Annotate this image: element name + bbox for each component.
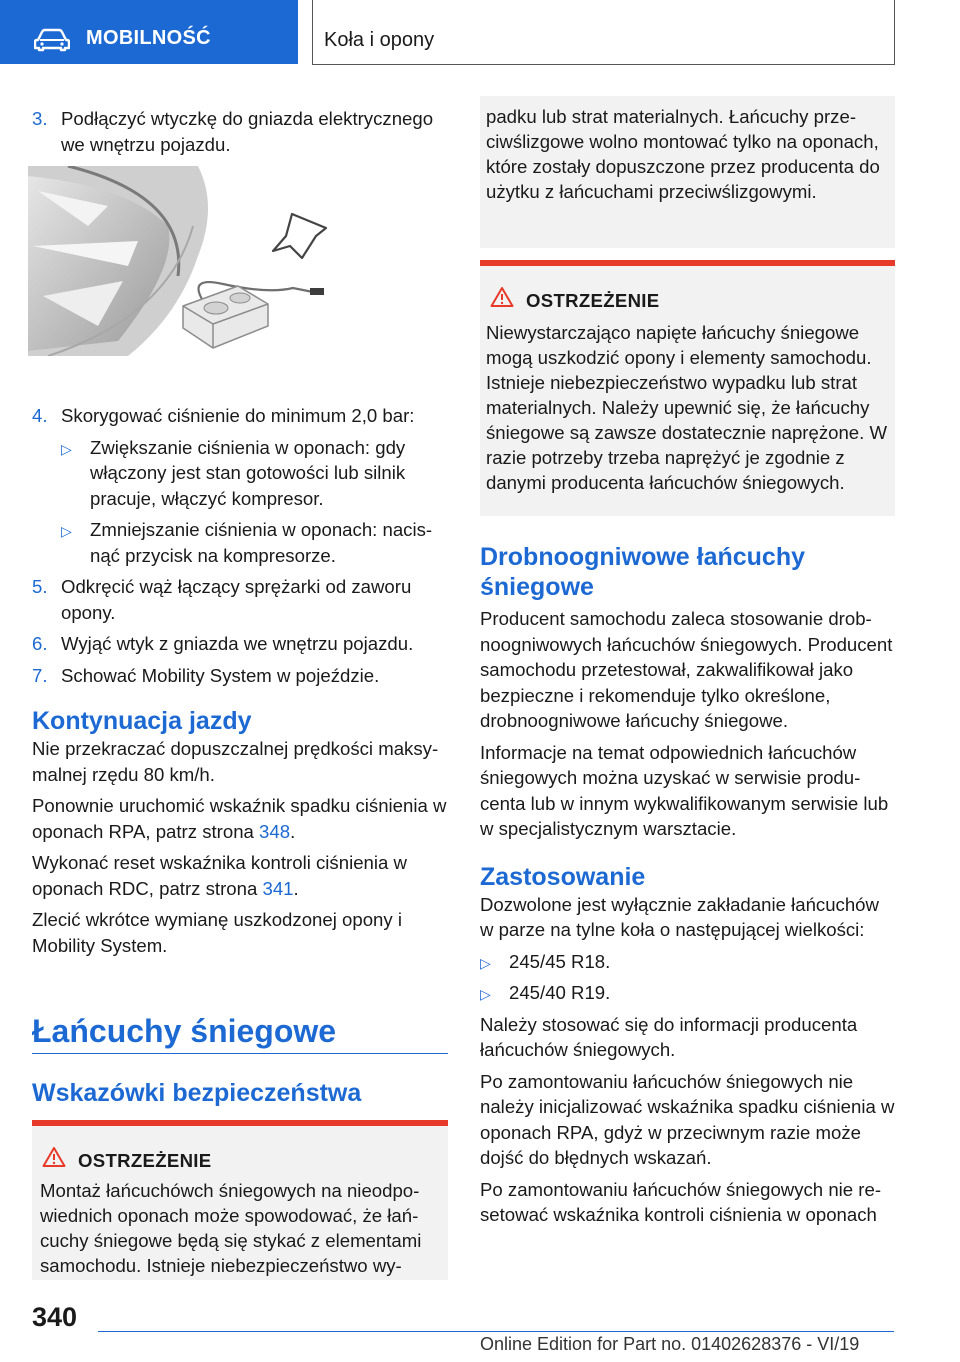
step-text: Schować Mobility System w pojeździe. [61, 664, 380, 686]
text: . [293, 877, 299, 899]
footer-rule [98, 1331, 894, 1332]
paragraph: Po zamontowaniu łańcuchów śniegowych nie resetować wskaźnika kontroli ciśnienia w oponach [480, 1178, 882, 1225]
paragraph: Nie przekraczać dopuszczalnej prędkości maksymalnej rzędu 80 km/h. [32, 738, 439, 785]
header-underline [312, 64, 895, 65]
left-column-steps [32, 403, 448, 958]
paragraph: Po zamontowaniu łańcuchów śniegowych nie należy inicjalizować wskaźnika spadku ciśnienia w oponach RPA, gdyż w przeciwnym razie może dojść do błędnych wskazań. [480, 1070, 895, 1168]
heading-safety: Wskazówki bezpieczeństwa [32, 1079, 362, 1107]
section-label: MOBILNOŚĆ [86, 27, 211, 49]
step-text: Podłączyć wtyczkę do gniazda elektrycznego we wnętrzu pojazdu. [61, 108, 434, 155]
heading-drobnoogniwowe: Drobnoogniwowe łańcuchy śniegowe [480, 543, 806, 601]
paragraph: Dozwolone jest wyłącznie zakładanie łańcuchów w parze na tylne koła o następującej wielkości: [480, 893, 879, 940]
list-item [480, 949, 895, 975]
text: . [290, 820, 296, 842]
page-link-348[interactable]: 348 [259, 820, 291, 842]
paragraph [32, 793, 448, 844]
warning-bar [480, 260, 895, 266]
chapter-rule [32, 1053, 448, 1054]
warning-title: OSTRZEŻENIE [78, 1150, 212, 1171]
step-number: 5. [32, 576, 48, 597]
warning-box-continued [480, 96, 895, 248]
text: Ponownie uruchomić wskaźnik spadku ciśnienia w oponach RPA, patrz strona [32, 795, 447, 842]
triangle-bullet-icon: ▷ [480, 986, 491, 1002]
step-text: Skorygować ciśnienie do minimum 2,0 bar: [61, 405, 415, 426]
step-number: 7. [32, 664, 48, 686]
header-divider [312, 0, 313, 64]
page-title: Koła i opony [324, 29, 435, 51]
triangle-bullet-icon: ▷ [480, 954, 491, 971]
paragraph [32, 850, 448, 901]
warning-text: padku lub strat materialnych. Łańcuchy przeciwślizgowe wolno montować tylko na oponach, które zostały dopuszczone przez producenta do użytku z łańcuchami przeciwślizgowymi. [486, 106, 880, 202]
warning-box [480, 260, 895, 516]
paragraph: Należy stosować się do informacji producenta łańcuchów śniegowych. [480, 1013, 858, 1060]
warning-text: Niewystarczająco napięte łańcuchy śniegowe mogą uszkodzić opony i elementy samochodu. Istnieje niebezpieczeństwo wypadku lub strat materialnych. Należy upewnić się, że łańcuchy śniegowe są zawsze dostatecznie naprężone. W razie potrzeby trzeba naprężyć je zgodnie z danymi producenta łańcuchów śniegowych. [486, 322, 888, 493]
car-icon [34, 28, 70, 52]
section-tab[interactable] [0, 0, 298, 64]
text: Wykonać reset wskaźnika kontroli ciśnienia w oponach RDC, patrz strona [32, 852, 407, 899]
chapter-title: Łańcuchy śniegowe [32, 1013, 337, 1049]
size-text: 245/40 R19. [509, 982, 611, 1003]
paragraph: Zlecić wkrótce wymianę uszkodzonej opony i Mobility System. [32, 909, 402, 956]
edition-note: Online Edition for Part no. 01402628376 - VI/19 [480, 1334, 860, 1354]
list-item [480, 980, 895, 1006]
safety-block [32, 1078, 448, 1108]
warning-title: OSTRZEŻENIE [526, 290, 660, 311]
list-item [32, 517, 448, 568]
page-number: 340 [32, 1302, 78, 1332]
paragraph: Informacje na temat odpowiednich łańcuchów śniegowych można uzyskać w serwisie producenta lub w innym wykwalifikowanym serwisie lub w specjalistycznym warsztacie. [480, 741, 889, 839]
list-item [32, 435, 448, 512]
bullet-text: Zmniejszanie ciśnienia w oponach: nacisnąć przycisk na kompresorze. [90, 519, 433, 566]
step-4 [32, 403, 448, 429]
page-link-341[interactable]: 341 [262, 877, 294, 899]
step-text: Wyjąć wtyk z gniazda we wnętrzu pojazdu. [61, 633, 414, 654]
step-7 [32, 663, 448, 689]
compressor-illustration [28, 166, 338, 356]
heading-kontynuacja: Kontynuacja jazdy [32, 707, 252, 735]
triangle-bullet-icon: ▷ [61, 523, 72, 539]
step-number: 3. [32, 108, 48, 129]
bullet-text: Zwiększanie ciśnienia w oponach: gdy włączony jest stan gotowości lub silnik pracuje, włączyć kompresor. [90, 436, 406, 509]
paragraph: Producent samochodu zaleca stosowanie drobnoogniwowych łańcuchów śniegowych. Producent samochodu przetestował, zakwalifikował jako bezpieczne i rekomenduje tylko określone, drobnoogniwowe łańcuchy śniegowe. [480, 608, 893, 731]
right-column [480, 542, 895, 1228]
heading-zastosowanie: Zastosowanie [480, 862, 646, 891]
step-5 [32, 574, 448, 625]
left-column [32, 106, 448, 157]
size-text: 245/45 R18. [509, 950, 611, 972]
warning-text: Montaż łańcuchówch śniegowych na nieodpowiednich oponach może spowodować, że łańcuchy śniegowe będą się stykać z elementami samochodu. Istnieje niebezpieczeństwo wy- [40, 1180, 422, 1276]
warning-box [32, 1120, 448, 1280]
step-3 [32, 106, 448, 157]
warning-triangle-icon [490, 286, 514, 308]
warning-triangle-icon [42, 1146, 66, 1168]
warning-bar [32, 1120, 448, 1126]
step-number: 6. [32, 633, 48, 654]
chapter-block [32, 1012, 448, 1050]
header-divider-right [894, 0, 895, 64]
step-6 [32, 631, 448, 657]
triangle-bullet-icon: ▷ [61, 440, 72, 457]
step-text: Odkręcić wąż łączący sprężarki od zaworu opony. [61, 576, 412, 623]
step-number: 4. [32, 405, 48, 426]
